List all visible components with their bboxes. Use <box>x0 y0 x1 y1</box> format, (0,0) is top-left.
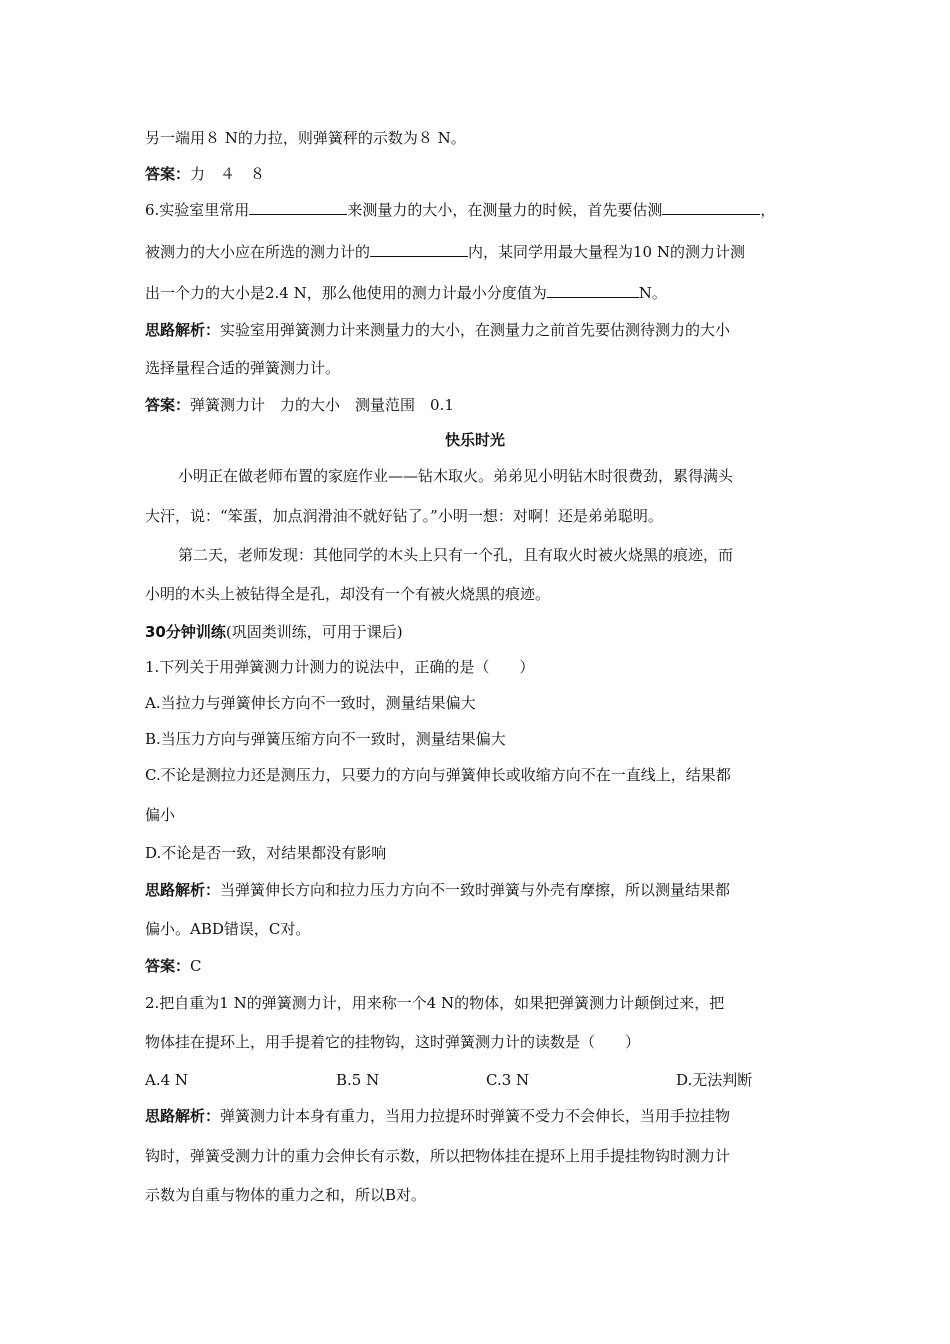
analysis-label: 思路解析： <box>145 881 221 899</box>
option-b: B.当压力方向与弹簧压缩方向不一致时，测量结果偏大 <box>145 730 506 748</box>
option-a: A.4 N <box>145 1071 189 1089</box>
analysis-line <box>145 1106 730 1126</box>
analysis-label: 思路解析： <box>145 1107 221 1125</box>
training-heading <box>145 622 403 642</box>
option-a: A.当拉力与弹簧伸长方向不一致时，测量结果偏大 <box>145 694 476 712</box>
paragraph-line: 小明正在做老师布置的家庭作业——钻木取火。弟弟见小明钻木时很费劲，累得满头 <box>178 467 734 485</box>
analysis-line: 钩时，弹簧受测力计的重力会伸长有示数，所以把物体挂在提环上用手提挂物钩时测力计 <box>145 1147 731 1165</box>
answer-text: 弹簧测力计 力的大小 测量范围 0.1 <box>190 396 454 414</box>
question-2-line-2: 物体挂在提环上，用手提着它的挂物钩，这时弹簧测力计的读数是（ ） <box>145 1033 641 1051</box>
option-c: C.不论是测拉力还是测压力，只要力的方向与弹簧伸长或收缩方向不在一直线上，结果都 <box>145 766 731 784</box>
question-6-line-3 <box>145 283 667 303</box>
training-heading-bold: 30分钟训练 <box>145 623 226 641</box>
section-title: 快乐时光 <box>444 431 505 449</box>
answer-line <box>145 164 265 184</box>
analysis-text: 当弹簧伸长方向和拉力压力方向不一致时弹簧与外壳有摩擦，所以测量结果都 <box>220 881 731 899</box>
option-d: D.不论是否一致，对结果都没有影响 <box>145 844 387 862</box>
analysis-line <box>145 880 730 900</box>
answer-text: 力 ４ ８ <box>190 165 266 183</box>
option-c: C.3 N <box>486 1071 530 1089</box>
text-line: 另一端用８ N的力拉，则弹簧秤的示数为８ N。 <box>145 129 466 147</box>
q6-text-f: 出一个力的大小是2.4 N，那么他使用的测力计最小分度值为 <box>145 284 547 302</box>
question-2-line-1: 2.把自重为1 N的弹簧测力计，用来称一个4 N的物体，如果把弹簧测力计颠倒过来，把 <box>145 994 725 1012</box>
paragraph-line: 小明的木头上被钻得全是孔，却没有一个有被火烧黑的痕迹。 <box>145 585 551 603</box>
option-d: D.无法判断 <box>676 1071 753 1089</box>
q6-text-c: ， <box>760 201 776 219</box>
q6-text-d: 被测力的大小应在所选的测力计的 <box>145 243 371 261</box>
fill-blank <box>547 283 639 298</box>
answer-line <box>145 395 454 415</box>
question-1: 1.下列关于用弹簧测力计测力的说法中，正确的是（ ） <box>145 658 535 676</box>
option-b: B.5 N <box>336 1071 380 1089</box>
fill-blank <box>662 200 760 215</box>
question-6-line-1 <box>145 200 775 220</box>
fill-blank <box>249 200 347 215</box>
q6-text-e: 内，某同学用最大量程为10 N的测力计测 <box>468 243 745 261</box>
option-c-cont: 偏小 <box>145 806 176 824</box>
analysis-text: 弹簧测力计本身有重力，当用力拉提环时弹簧不受力不会伸长，当用手拉挂物 <box>220 1107 731 1125</box>
paragraph-line: 第二天，老师发现：其他同学的木头上只有一个孔，且有取火时被火烧黑的痕迹，而 <box>178 546 734 564</box>
analysis-label: 思路解析： <box>145 321 221 339</box>
answer-label: 答案： <box>145 165 191 183</box>
q6-text-a: 6.实验室里常用 <box>145 201 250 219</box>
fill-blank <box>370 242 468 257</box>
answer-text: C <box>190 957 202 975</box>
answer-label: 答案： <box>145 396 191 414</box>
paragraph-line: 大汗，说：“笨蛋，加点润滑油不就好钻了。”小明一想：对啊！还是弟弟聪明。 <box>145 507 663 525</box>
analysis-line: 偏小。ABD错误，C对。 <box>145 920 311 938</box>
answer-label: 答案： <box>145 957 191 975</box>
analysis-text: 实验室用弹簧测力计来测量力的大小，在测量力之前首先要估测待测力的大小 <box>220 321 731 339</box>
q6-text-b: 来测量力的大小，在测量力的时候，首先要估测 <box>347 201 663 219</box>
analysis-line: 选择量程合适的弹簧测力计。 <box>145 359 341 377</box>
answer-line <box>145 956 202 976</box>
training-heading-note: (巩固类训练，可用于课后) <box>225 623 403 641</box>
analysis-line <box>145 320 730 340</box>
analysis-line: 示数为自重与物体的重力之和，所以B对。 <box>145 1186 427 1204</box>
q6-text-g: N。 <box>638 284 667 302</box>
question-6-line-2 <box>145 242 745 262</box>
